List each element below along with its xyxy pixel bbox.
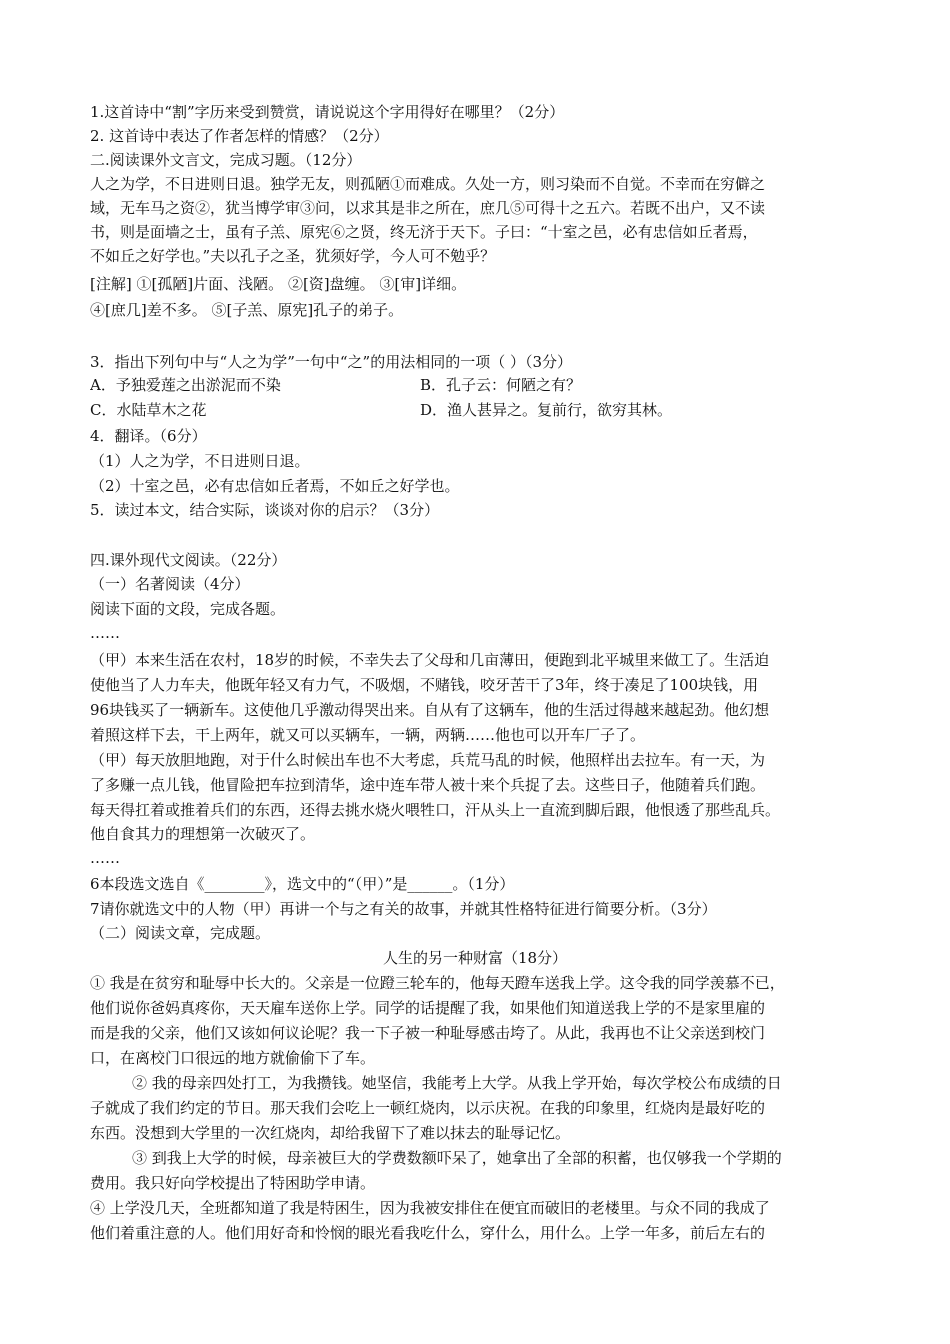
classical-text-line: 不如丘之好学也。”夫以孔子之圣，犹须好学，今人可不勉乎？ <box>90 247 496 265</box>
classical-text-line: 域，无车马之资②，犹当博学审③问，以求其是非之所在，庶几⑤可得十之五六。若既不出户，又不读 <box>90 199 766 217</box>
option-d: D．渔人甚异之。复前行，欲穷其林。 <box>420 398 880 422</box>
ellipsis: …… <box>90 624 120 642</box>
question-4-item: （1）人之为学，不日进则日退。 <box>90 452 310 470</box>
question-5: 5．读过本文，结合实际，谈谈对你的启示？（3分） <box>90 501 440 519</box>
subsection-2-heading: （二）阅读文章，完成题。 <box>90 924 271 942</box>
option-c: C．水陆草木之花 <box>90 398 410 422</box>
option-a: A．予独爱莲之出淤泥而不染 <box>90 373 410 397</box>
question-6: 6本段选文选自《________》，选文中的“（甲）”是______。（1分） <box>90 875 515 893</box>
article-line: 费用。我只好向学校提出了特困助学申请。 <box>90 1174 376 1192</box>
question-7: 7请你就选文中的人物（甲）再讲一个与之有关的故事，并就其性格特征进行简要分析。（3分） <box>90 900 717 918</box>
reading-text-line: 每天得扛着或推着兵们的东西，还得去挑水烧火喂牲口，汗从头上一直流到脚后跟，他恨透了那些乱兵。 <box>90 801 781 819</box>
question-1: 1.这首诗中“割”字历来受到赞赏，请说说这个字用得好在哪里？（2分） <box>90 103 565 121</box>
instruction: 阅读下面的文段，完成各题。 <box>90 600 286 618</box>
classical-text-line: 书，则是面墙之士，虽有子羔、原宪⑥之贤，终无济于天下。子曰：“十室之邑，必有忠信如丘者焉， <box>90 223 758 241</box>
option-b: B．孔子云：何陋之有？ <box>420 373 880 397</box>
article-line: 他们说你爸妈真疼你，天天雇车送你上学。同学的话提醒了我，如果他们知道送我上学的不是家里雇的 <box>90 999 766 1017</box>
article-line: ③ 到我上大学的时候，母亲被巨大的学费数额吓呆了，她拿出了全部的积蓄，也仅够我一个学期的 <box>132 1149 782 1167</box>
article-line: ② 我的母亲四处打工，为我攒钱。她坚信，我能考上大学。从我上学开始，每次学校公布成绩的日 <box>132 1074 782 1092</box>
article-line: 东西。没想到大学里的一次红烧肉，却给我留下了难以抹去的耻辱记忆。 <box>90 1124 571 1142</box>
reading-text-line: 96块钱买了一辆新车。这使他几乎激动得哭出来。自从有了这辆车，他的生活过得越来越起劲。他幻想 <box>90 701 770 719</box>
ellipsis: …… <box>90 849 120 867</box>
reading-text-line: 了多赚一点儿钱，他冒险把车拉到清华，途中连车带人被十来个兵捉了去。这些日子，他随着兵们跑。 <box>90 776 766 794</box>
article-line: ① 我是在贫穷和耻辱中长大的。父亲是一位蹬三轮车的，他每天蹬车送我上学。这令我的同学羡慕不已， <box>90 974 785 992</box>
reading-text-line: （甲）本来生活在农村，18岁的时候，不幸失去了父母和几亩薄田，便跑到北平城里来做工了。生活迫 <box>90 651 770 669</box>
article-line: ④ 上学没几天，全班都知道了我是特困生，因为我被安排住在便宜而破旧的老楼里。与众不同的我成了 <box>90 1199 770 1217</box>
emphasis-dot: 之 <box>507 398 522 422</box>
annotation-line: [注解] ①[孤陋]片面、浅陋。 ②[资]盘缠。 ③[审]详细。 <box>90 275 467 293</box>
question-2: 2. 这首诗中表达了作者怎样的情感？（2分） <box>90 127 389 145</box>
emphasis-dot: 之 <box>176 398 191 422</box>
reading-text-line: 他自食其力的理想第一次破灭了。 <box>90 825 316 843</box>
annotation-line: ④[庶几]差不多。 ⑤[子羔、原宪]孔子的弟子。 <box>90 301 404 319</box>
section-4-heading: 四.课外现代文阅读。（22分） <box>90 551 287 569</box>
article-line: 他们着重注意的人。他们用好奇和怜悯的眼光看我吃什么，穿什么，用什么。上学一年多，前后左右的 <box>90 1224 766 1242</box>
question-4-item: （2）十室之邑，必有忠信如丘者焉，不如丘之好学也。 <box>90 477 460 495</box>
reading-text-line: 着照这样下去，干上两年，就又可以买辆车，一辆，两辆……他也可以开车厂子了。 <box>90 726 646 744</box>
emphasis-dot: 之 <box>536 373 551 397</box>
article-line: 子就成了我们约定的节日。那天我们会吃上一顿红烧肉，以示庆祝。在我的印象里，红烧肉是最好吃的 <box>90 1099 766 1117</box>
emphasis-dot: 之 <box>176 373 191 397</box>
question-3: 3．指出下列句中与“人之为学”一句中“之”的用法相同的一项（ ）（3分） <box>90 353 573 371</box>
article-line: 口，在离校门口很远的地方就偷偷下了车。 <box>90 1049 376 1067</box>
subsection-1-heading: （一）名著阅读（4分） <box>90 575 250 593</box>
section-2-heading: 二.阅读课外文言文，完成习题。（12分） <box>90 151 362 169</box>
reading-text-line: 使他当了人力车夫，他既年轻又有力气，不吸烟，不赌钱，咬牙苦干了3年，终于凑足了100块钱，用 <box>90 676 759 694</box>
classical-text-line: 人之为学，不日进则日退。独学无友，则孤陋①而难成。久处一方，则习染而不自觉。不幸而在穷僻之 <box>90 175 766 193</box>
reading-text-line: （甲）每天放胆地跑，对于什么时候出车也不大考虑，兵荒马乱的时候，他照样出去拉车。有一天，为 <box>90 751 766 769</box>
article-line: 而是我的父亲，他们又该如何议论呢？我一下子被一种耻辱感击垮了。从此，我再也不让父亲送到校门 <box>90 1024 766 1042</box>
article-title: 人生的另一种财富（18分） <box>382 949 568 967</box>
question-4: 4．翻译。（6分） <box>90 427 207 445</box>
